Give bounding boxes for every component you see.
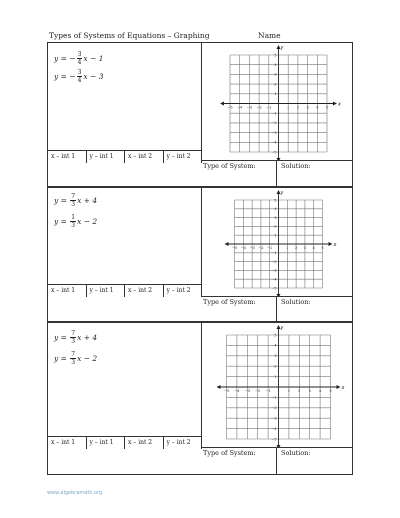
- solution-field[interactable]: Solution:: [281, 162, 311, 170]
- coordinate-grid: [201, 323, 352, 447]
- x-axis-arrow: [217, 385, 221, 389]
- y-int-1-cell[interactable]: y – int 1: [87, 437, 126, 449]
- type-of-system-field[interactable]: Type of System:: [201, 296, 277, 321]
- equation-2: y = $\frac{1}{3}$ x − 2: [54, 214, 98, 229]
- x-tick-label: −4: [237, 105, 243, 110]
- y-tick-label: 2: [274, 224, 277, 229]
- x-tick-label: −2: [255, 389, 261, 393]
- y-tick-label: 2: [274, 364, 277, 369]
- fraction: $\frac{7}{3}$: [71, 330, 76, 345]
- y-tick-label: 4: [274, 343, 277, 348]
- x-tick-label: 5: [329, 389, 332, 393]
- x-int-1-cell[interactable]: x – int 1: [48, 285, 87, 297]
- coordinate-grid: [201, 188, 352, 296]
- x-tick-label: 2: [298, 389, 301, 393]
- y-int-2-cell[interactable]: y – int 2: [166, 439, 191, 446]
- x-axis-arrow: [333, 102, 337, 106]
- y-int-1-cell[interactable]: y – int 1: [87, 151, 126, 163]
- x-tick-label: 1: [286, 246, 289, 250]
- footer-website: www.algebramath.org: [47, 490, 103, 496]
- intercepts-row: [48, 436, 202, 449]
- x-axis-arrow: [220, 102, 224, 106]
- x-axis-arrow: [329, 242, 333, 246]
- problem-1: [47, 42, 353, 187]
- equation-2: y = − $\frac{3}{4}$ x − 3: [54, 69, 104, 84]
- y-tick-label: −3: [271, 130, 277, 135]
- type-solution-row: [201, 296, 352, 321]
- x-tick-label: 3: [308, 389, 311, 393]
- solution-field[interactable]: Solution:: [281, 449, 311, 457]
- y-tick-label: 2: [274, 82, 277, 87]
- equation-1: y = − $\frac{3}{4}$ x − 1: [54, 51, 104, 66]
- y-tick-label: 3: [274, 215, 277, 220]
- y-axis-label: y: [280, 190, 284, 196]
- y-tick-label: 5: [274, 333, 277, 338]
- x-tick-label: −3: [244, 389, 250, 393]
- equations-cell: [48, 43, 202, 151]
- y-tick-label: −5: [271, 286, 277, 291]
- y-tick-label: 4: [274, 63, 277, 67]
- type-solution-row: [201, 160, 352, 186]
- x-tick-label: 5: [325, 105, 329, 110]
- x-int-2-cell[interactable]: x – int 2: [125, 151, 164, 163]
- y-tick-label: −5: [271, 437, 277, 442]
- x-tick-label: −1: [265, 389, 271, 393]
- x-tick-label: 4: [312, 246, 315, 250]
- x-tick-label: −4: [240, 246, 246, 250]
- problem-2: [47, 187, 353, 322]
- y-int-2-cell[interactable]: y – int 2: [166, 153, 191, 160]
- x-axis-label: x: [333, 242, 337, 248]
- x-axis-arrow: [225, 242, 229, 246]
- x-tick-label: 2: [296, 105, 300, 110]
- y-tick-label: 4: [274, 207, 277, 212]
- fraction: $\frac{3}{4}$: [77, 51, 82, 66]
- type-solution-row: [201, 447, 352, 474]
- graph-cell: [201, 43, 352, 161]
- fraction: $\frac{7}{3}$: [71, 193, 76, 208]
- x-tick-label: −3: [249, 246, 255, 250]
- y-tick-label: 3: [274, 72, 277, 77]
- y-tick-label: −2: [271, 121, 277, 126]
- x-tick-label: −1: [267, 246, 273, 250]
- x-tick-label: −3: [246, 105, 253, 110]
- type-of-system-field[interactable]: Type of System:: [201, 160, 277, 186]
- y-tick-label: −3: [271, 268, 277, 273]
- y-tick-label: 5: [274, 53, 277, 58]
- y-tick-label: −4: [271, 277, 277, 282]
- equation-1: y = $\frac{7}{3}$ x + 4: [54, 193, 98, 208]
- type-of-system-field[interactable]: Type of System:: [201, 447, 277, 474]
- x-tick-label: −2: [256, 105, 262, 110]
- equations-cell: [48, 323, 202, 437]
- x-tick-label: 5: [321, 246, 324, 250]
- problem-3: [47, 322, 353, 475]
- x-tick-label: 2: [294, 246, 298, 250]
- y-tick-label: 1: [274, 92, 277, 97]
- y-tick-label: −1: [271, 251, 277, 256]
- solution-field[interactable]: Solution:: [281, 298, 311, 306]
- y-axis-label: y: [280, 325, 284, 331]
- graph-cell: [201, 188, 352, 297]
- y-tick-label: −2: [271, 406, 277, 411]
- fraction: $\frac{7}{3}$: [71, 351, 76, 366]
- x-tick-label: −5: [223, 389, 230, 393]
- x-tick-label: −5: [231, 246, 238, 250]
- x-int-1-cell[interactable]: x – int 1: [48, 151, 87, 163]
- equation-1: y = $\frac{7}{3}$ x + 4: [54, 330, 98, 345]
- y-axis-label: y: [280, 45, 284, 51]
- y-tick-label: −4: [271, 140, 277, 145]
- fraction: $\frac{1}{3}$: [71, 214, 76, 229]
- x-tick-label: 3: [306, 105, 309, 110]
- y-int-2-cell[interactable]: y – int 2: [166, 287, 191, 294]
- x-tick-label: 1: [287, 105, 290, 110]
- fraction: $\frac{3}{4}$: [77, 69, 82, 84]
- y-tick-label: −1: [271, 111, 277, 116]
- intercepts-row: [48, 284, 202, 297]
- equations-cell: [48, 188, 202, 285]
- x-int-1-cell[interactable]: x – int 1: [48, 437, 87, 449]
- equation-2: y = $\frac{7}{3}$ x − 2: [54, 351, 98, 366]
- y-tick-label: 3: [274, 354, 277, 359]
- x-int-2-cell[interactable]: x – int 2: [125, 285, 164, 297]
- x-tick-label: −4: [234, 389, 240, 393]
- y-tick-label: −1: [271, 395, 277, 400]
- x-tick-label: 1: [287, 389, 291, 393]
- x-tick-label: −5: [227, 105, 233, 110]
- y-tick-label: −3: [271, 416, 277, 421]
- y-tick-label: −5: [271, 150, 277, 155]
- x-tick-label: 4: [318, 389, 322, 393]
- y-int-1-cell[interactable]: y – int 1: [87, 285, 126, 297]
- x-int-2-cell[interactable]: x – int 2: [125, 437, 164, 449]
- intercepts-row: [48, 150, 202, 163]
- coordinate-grid: [201, 43, 352, 160]
- x-tick-label: 3: [303, 246, 307, 250]
- x-tick-label: −2: [258, 246, 264, 250]
- y-tick-label: 5: [274, 198, 277, 203]
- x-tick-label: −1: [266, 105, 272, 110]
- y-tick-label: 1: [274, 233, 277, 238]
- graph-cell: [201, 323, 352, 448]
- x-tick-label: 4: [316, 105, 319, 110]
- y-tick-label: −2: [271, 259, 277, 264]
- header-title: Types of Systems of Equations – Graphing: [49, 31, 210, 40]
- y-tick-label: −4: [271, 426, 277, 431]
- y-tick-label: 1: [274, 374, 277, 379]
- x-axis-label: x: [341, 385, 345, 391]
- x-axis-arrow: [337, 385, 341, 389]
- name-label: Name: [258, 31, 281, 40]
- x-axis-label: x: [338, 101, 341, 108]
